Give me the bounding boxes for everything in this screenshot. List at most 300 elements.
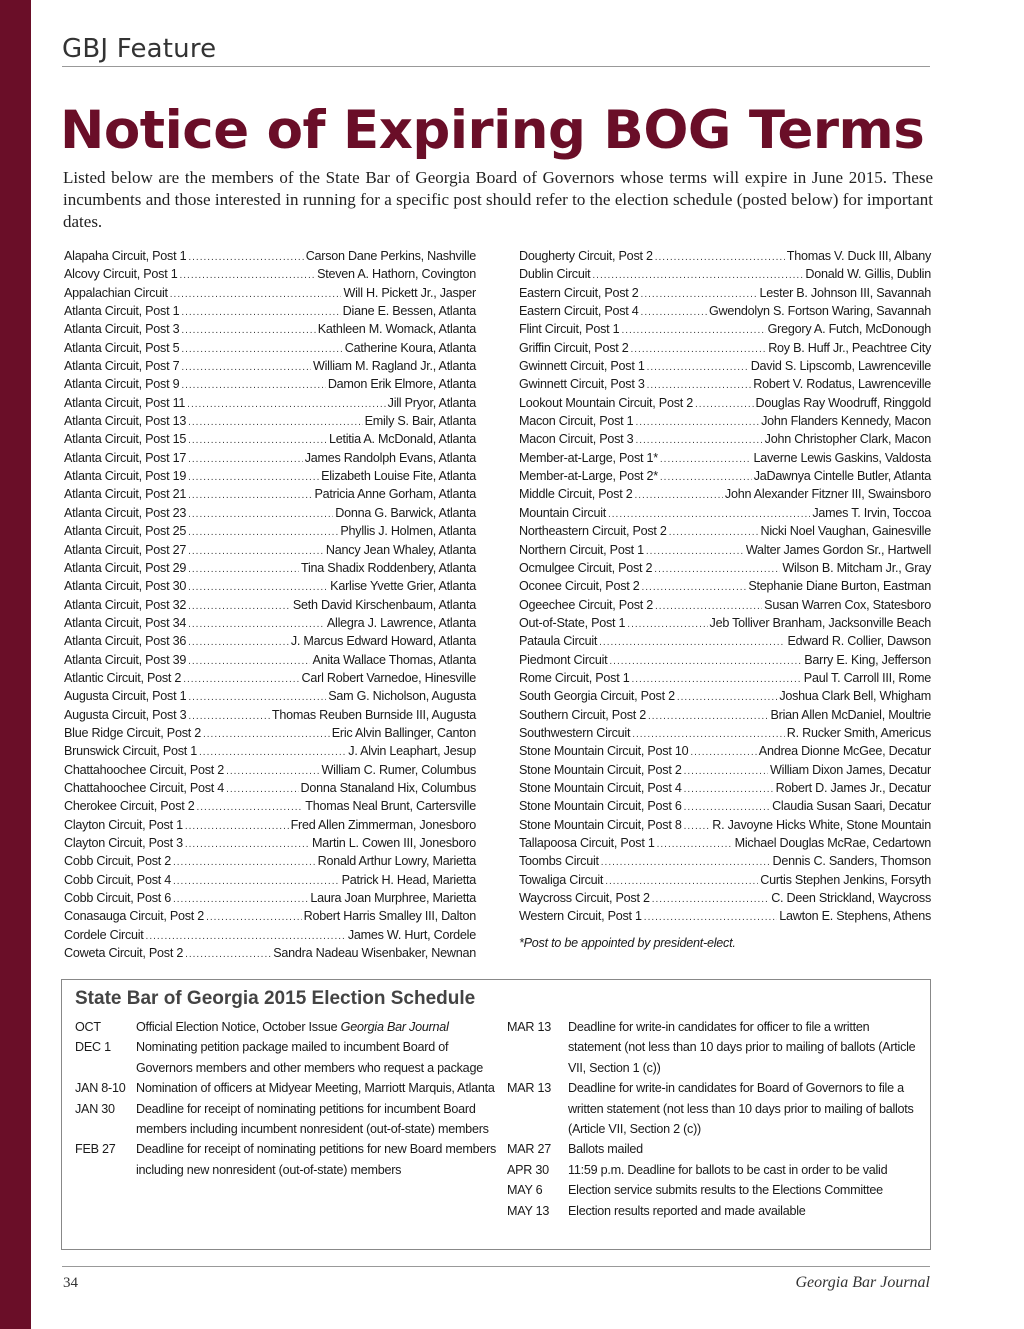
maroon-spine-bar [0,0,31,1329]
schedule-description: 11:59 p.m. Deadline for ballots to be cast in order to be valid [568,1162,888,1177]
schedule-row [507,1180,922,1200]
dot-leader [188,546,324,557]
member-name: Laura Joan Murphree, Marietta [310,891,476,906]
member-name: Patrick H. Head, Marietta [341,872,476,887]
bog-entry [64,341,476,359]
dot-leader [669,527,759,538]
dot-leader [226,766,319,777]
bog-entry [64,543,476,561]
bog-entry [519,451,931,469]
member-name: Edward R. Collier, Dawson [787,634,931,649]
member-name: Elizabeth Louise Fite, Atlanta [321,469,476,484]
bog-entry [519,616,931,634]
schedule-description: Ballots mailed [568,1142,643,1157]
member-name: J. Marcus Edward Howard, Atlanta [290,634,476,649]
circuit-post: Cherokee Circuit, Post 2 [64,799,195,814]
circuit-post: Dougherty Circuit, Post 2 [519,249,653,263]
bog-entry [64,359,476,377]
dot-leader [181,344,342,355]
member-name: Carson Dane Perkins, Nashville [305,249,476,263]
circuit-post: Chattahoochee Circuit, Post 4 [64,780,225,795]
member-name: Phyllis J. Holmen, Atlanta [340,524,476,539]
bog-entry [64,432,476,450]
member-name: Thomas Neal Brunt, Cartersville [305,799,476,814]
member-name: Seth David Kirschenbaum, Atlanta [292,597,476,612]
schedule-description [136,1099,500,1140]
member-name: Anita Wallace Thomas, Atlanta [312,652,476,667]
member-name: Stephanie Diane Burton, Eastman [748,579,931,594]
bog-entry [519,689,931,707]
circuit-post: Blue Ridge Circuit, Post 2 [64,725,201,740]
bog-entry [519,854,931,872]
bog-entry [519,836,931,854]
dot-leader [684,766,768,777]
dot-leader [188,454,303,465]
bog-entry [64,598,476,616]
bog-entry [519,873,931,891]
dot-leader [170,289,342,300]
footer-divider [62,1266,930,1267]
member-name: Jeb Tolliver Branham, Jacksonville Beach [709,615,931,630]
member-name: Claudia Susan Saari, Decatur [772,799,931,814]
schedule-row [75,1078,500,1098]
dot-leader [635,435,762,446]
bog-entry [519,469,931,487]
member-name: Letitia A. McDonald, Atlanta [328,432,476,447]
dot-leader [631,344,767,355]
member-name: Karlise Yvette Grier, Atlanta [330,579,476,594]
dot-leader [684,802,770,813]
circuit-post: Western Circuit, Post 1 [519,909,642,924]
schedule-description: Election service submits results to the Elections Committee [568,1183,883,1198]
bog-entry [64,744,476,762]
schedule-date: FEB 27 [75,1142,116,1157]
circuit-post: Atlanta Circuit, Post 36 [64,634,187,649]
dot-leader [146,931,346,942]
bog-entry [519,891,931,909]
dot-leader [644,912,777,923]
bog-entry [64,451,476,469]
bog-entry [519,341,931,359]
bog-entry [519,818,931,836]
circuit-post: Atlanta Circuit, Post 39 [64,652,187,667]
bog-entry [64,891,476,909]
bog-entry [64,836,476,854]
circuit-post: Atlanta Circuit, Post 7 [64,359,180,374]
member-name: John Christopher Clark, Macon [764,432,931,447]
bog-entry [64,249,476,267]
circuit-post: Atlanta Circuit, Post 3 [64,322,180,337]
circuit-post: Lookout Mountain Circuit, Post 2 [519,395,694,410]
bog-entry [64,286,476,304]
bog-entry [64,561,476,579]
member-name: Diane E. Bessen, Atlanta [342,304,476,319]
circuit-post: Southern Circuit, Post 2 [519,707,646,722]
member-name: William C. Rumer, Columbus [321,762,476,777]
circuit-post: Brunswick Circuit, Post 1 [64,744,198,759]
schedule-date: MAR 27 [507,1142,551,1157]
member-name: James W. Hurt, Cordele [347,927,476,942]
dot-leader [632,729,785,740]
schedule-text: Deadline for receipt of nominating petitions for new Board members including new nonresident (out-of-state) members [136,1142,497,1177]
dot-leader [188,564,299,575]
appointment-footnote: *Post to be appointed by president-elect. [519,936,736,950]
dot-leader [634,490,722,501]
schedule-row [75,1099,500,1140]
member-name: Susan Warren Cox, Statesboro [764,597,931,612]
bog-entry [64,469,476,487]
dot-leader [185,949,271,960]
member-name: Nancy Jean Whaley, Atlanta [325,542,476,557]
circuit-post: Griffin Circuit, Post 2 [519,340,629,355]
circuit-post: Atlanta Circuit, Post 1 [64,304,180,319]
dot-leader [654,564,780,575]
schedule-text: Deadline for receipt of nominating petitions for incumbent Board members including incumbent nonresident (out-of-state) members [136,1101,489,1137]
dot-leader [181,307,340,318]
member-name: Brian Allen McDaniel, Moultrie [770,707,931,722]
circuit-post: Atlanta Circuit, Post 15 [64,432,187,447]
bog-entry [519,799,931,817]
circuit-post: Conasauga Circuit, Post 2 [64,909,205,924]
member-name: Will H. Pickett Jr., Jasper [343,285,476,300]
page-title: Notice of Expiring BOG Terms [60,100,925,161]
dot-leader [601,857,771,868]
bog-entry [64,653,476,671]
circuit-post: Mountain Circuit [519,505,606,520]
bog-entry [519,487,931,505]
circuit-post: Toombs Circuit [519,854,599,869]
circuit-post: Appalachian Circuit [64,285,168,300]
schedule-date: JAN 30 [75,1101,115,1116]
circuit-post: Stone Mountain Circuit, Post 8 [519,817,682,832]
bog-entry [64,487,476,505]
bog-entry [519,359,931,377]
circuit-post: Atlanta Circuit, Post 11 [64,395,186,410]
circuit-post: Towaliga Circuit [519,872,604,887]
bog-entry [519,304,931,322]
circuit-post: Atlanta Circuit, Post 5 [64,340,180,355]
header-divider [62,66,930,67]
schedule-row [75,1037,500,1078]
member-name: Lawton E. Stephens, Athens [779,909,931,924]
dot-leader [188,656,310,667]
bog-entry [64,304,476,322]
member-name: R. Rucker Smith, Americus [786,725,931,740]
dot-leader [188,509,333,520]
member-name: Kathleen M. Womack, Atlanta [317,322,476,337]
circuit-post: Stone Mountain Circuit, Post 10 [519,744,689,759]
bog-entry [519,414,931,432]
schedule-row [507,1201,922,1221]
member-name: JaDawnya Cintelle Butler, Atlanta [753,469,931,484]
member-name: Douglas Ray Woodruff, Ringgold [755,395,931,410]
member-name: Laverne Lewis Gaskins, Valdosta [753,450,931,465]
dot-leader [677,692,777,703]
member-name: J. Alvin Leaphart, Jesup [348,744,476,759]
member-name: Fred Allen Zimmerman, Jonesboro [290,817,476,832]
circuit-post: Stone Mountain Circuit, Post 4 [519,780,682,795]
member-name: Walter James Gordon Sr., Hartwell [745,542,931,557]
member-name: William Dixon James, Decatur [770,762,931,777]
member-name: Robert D. James Jr., Decatur [775,780,931,795]
member-name: John Alexander Fitzner III, Swainsboro [724,487,931,502]
dot-leader [652,894,769,905]
bog-entry [64,946,476,964]
dot-leader [188,601,291,612]
bog-entry [519,598,931,616]
member-name: William M. Ragland Jr., Atlanta [312,359,476,374]
dot-leader [188,637,289,648]
circuit-post: Out-of-State, Post 1 [519,615,626,630]
schedule-text: Nomination of officers at Midyear Meeting, Marriott Marquis, Atlanta [136,1081,495,1096]
member-name: Donna Stanaland Hix, Columbus [300,780,476,795]
member-name: Gwendolyn S. Fortson Waring, Savannah [709,304,931,319]
dot-leader [183,674,299,685]
schedule-description [136,1078,500,1098]
circuit-post: Alcovy Circuit, Post 1 [64,267,178,282]
circuit-post: Dublin Circuit [519,267,591,282]
schedule-date: DEC 1 [75,1040,111,1055]
dot-leader [648,711,769,722]
bog-entry [64,267,476,285]
dot-leader [197,802,304,813]
dot-leader [684,821,711,832]
circuit-post: Middle Circuit, Post 2 [519,487,633,502]
dot-leader [187,399,385,410]
dot-leader [609,656,802,667]
member-name: Nicki Noel Vaughan, Gainesville [760,524,931,539]
schedule-column-left [75,1017,500,1180]
dot-leader [188,527,338,538]
bog-entry [519,726,931,744]
expiring-terms-list-right [519,249,931,928]
member-name: R. Javoyne Hicks White, Stone Mountain [712,817,931,832]
dot-leader [660,454,752,465]
circuit-post: Rome Circuit, Post 1 [519,670,630,685]
schedule-row [507,1078,922,1139]
bog-entry [519,653,931,671]
member-name: John Flanders Kennedy, Macon [761,414,931,429]
schedule-description: Election results reported and made available [568,1203,806,1218]
member-name: James T. Irvin, Toccoa [812,505,931,520]
bog-entry [64,928,476,946]
bog-entry [64,873,476,891]
dot-leader [188,472,319,483]
circuit-post: Atlanta Circuit, Post 23 [64,505,187,520]
schedule-description: Deadline for write-in candidates for Board of Governors to file a written statement (not less than 10 days prior to mailing of ballots (Article VII, Section 2 (c)) [568,1081,914,1137]
bog-entry [64,506,476,524]
schedule-date: MAY 13 [507,1203,550,1218]
dot-leader [188,582,328,593]
member-name: Donald W. Gillis, Dublin [805,267,931,282]
circuit-post: Atlanta Circuit, Post 25 [64,524,187,539]
circuit-post: Atlanta Circuit, Post 21 [64,487,187,502]
member-name: Lester B. Johnson III, Savannah [759,285,931,300]
member-name: Curtis Stephen Jenkins, Forsyth [760,872,931,887]
member-name: Robert V. Rodatus, Lawrenceville [753,377,931,392]
member-name: Gregory A. Futch, McDonough [767,322,931,337]
section-label: GBJ Feature [62,34,217,64]
member-name: Donna G. Barwick, Atlanta [335,505,476,520]
schedule-description [136,1139,500,1180]
bog-entry [64,818,476,836]
schedule-text: Official Election Notice, October Issue [136,1020,341,1034]
dot-leader [642,582,747,593]
member-name: Thomas V. Duck III, Albany [786,249,931,263]
dot-leader [635,417,759,428]
member-name: Steven A. Hathorn, Covington [317,267,476,282]
bog-entry [519,396,931,414]
member-name: Joshua Clark Bell, Whigham [779,689,931,704]
member-name: Dennis C. Sanders, Thomson [772,854,931,869]
dot-leader [188,252,303,263]
schedule-row [75,1017,500,1037]
circuit-post: Member-at-Large, Post 2* [519,469,658,484]
member-name: Sam G. Nicholson, Augusta [328,689,476,704]
bog-entry [519,432,931,450]
bog-entry [64,634,476,652]
circuit-post: Gwinnett Circuit, Post 3 [519,377,645,392]
schedule-description [136,1017,500,1037]
bog-entry [64,708,476,726]
publication-title: Georgia Bar Journal [340,1020,449,1034]
bog-entry [519,377,931,395]
bog-entry [64,377,476,395]
bog-entry [519,909,931,927]
dot-leader [173,857,316,868]
circuit-post: Southwestern Circuit [519,725,631,740]
circuit-post: Atlanta Circuit, Post 32 [64,597,187,612]
circuit-post: Pataula Circuit [519,634,598,649]
bog-entry [64,579,476,597]
circuit-post: Cordele Circuit [64,927,144,942]
expiring-terms-list-left [64,249,476,964]
circuit-post: Coweta Circuit, Post 2 [64,946,184,961]
dot-leader [647,380,752,391]
circuit-post: Atlanta Circuit, Post 30 [64,579,187,594]
circuit-post: Member-at-Large, Post 1* [519,450,658,465]
bog-entry [519,286,931,304]
election-schedule-box [61,979,931,1250]
schedule-date: MAR 13 [507,1020,551,1034]
dot-leader [660,472,752,483]
member-name: Barry E. King, Jefferson [804,652,931,667]
dot-leader [181,380,325,391]
dot-leader [641,289,758,300]
member-name: Eric Alvin Ballinger, Canton [331,725,476,740]
schedule-date: APR 30 [507,1162,549,1177]
schedule-title: State Bar of Georgia 2015 Election Schedule [75,988,476,1009]
circuit-post: Oconee Circuit, Post 2 [519,579,640,594]
bog-entry [64,414,476,432]
bog-entry [64,726,476,744]
schedule-row [75,1139,500,1180]
dot-leader [188,692,326,703]
dot-leader [641,307,707,318]
circuit-post: Stone Mountain Circuit, Post 6 [519,799,682,814]
circuit-post: Northern Circuit, Post 1 [519,542,644,557]
member-name: Robert Harris Smalley III, Dalton [303,909,476,924]
bog-entry [64,322,476,340]
bog-entry [519,708,931,726]
member-name: Ronald Arthur Lowry, Marietta [317,854,476,869]
circuit-post: Atlanta Circuit, Post 34 [64,615,187,630]
member-name: James Randolph Evans, Atlanta [304,450,476,465]
circuit-post: Cobb Circuit, Post 6 [64,891,171,906]
dot-leader [608,509,810,520]
circuit-post: Gwinnett Circuit, Post 1 [519,359,645,374]
journal-name: Georgia Bar Journal [795,1274,930,1291]
circuit-post: Clayton Circuit, Post 3 [64,836,183,850]
bog-entry [519,744,931,762]
circuit-post: South Georgia Circuit, Post 2 [519,689,675,704]
bog-entry [64,689,476,707]
schedule-description [136,1037,500,1078]
schedule-column-right [507,1017,922,1221]
bog-entry [519,634,931,652]
circuit-post: Piedmont Circuit [519,652,608,667]
bog-entry [519,322,931,340]
circuit-post: Northeastern Circuit, Post 2 [519,524,667,539]
dot-leader [203,729,330,740]
circuit-post: Atlanta Circuit, Post 9 [64,377,180,392]
member-name: David S. Lipscomb, Lawrenceville [750,359,931,374]
member-name: Allegra J. Lawrence, Atlanta [326,615,476,630]
member-name: C. Deen Strickland, Waycross [771,891,931,906]
circuit-post: Atlantic Circuit, Post 2 [64,670,182,685]
dot-leader [605,876,758,887]
member-name: Emily S. Bair, Atlanta [364,414,476,429]
bog-entry [519,543,931,561]
bog-entry [519,267,931,285]
circuit-post: Augusta Circuit, Post 1 [64,689,187,704]
member-name: Wilson B. Mitcham Jr., Gray [782,560,931,575]
bog-entry [64,396,476,414]
bog-entry [64,763,476,781]
circuit-post: Stone Mountain Circuit, Post 2 [519,762,682,777]
intro-paragraph: Listed below are the members of the State Bar of Georgia Board of Governors whose terms will expire in June 2015. These incumbents and those interested in running for a specific post should refer to the election schedule (posted below) for important dates. [63,168,933,231]
dot-leader [647,362,749,373]
schedule-text: Nominating petition package mailed to incumbent Board of Governors members and other members who request a package [136,1040,483,1075]
bog-entry [519,524,931,542]
dot-leader [631,674,801,685]
member-name: Patricia Anne Gorham, Atlanta [314,487,476,502]
bog-entry [519,506,931,524]
page-number: 34 [63,1275,78,1291]
circuit-post: Eastern Circuit, Post 4 [519,304,639,319]
circuit-post: Alapaha Circuit, Post 1 [64,249,187,263]
dot-leader [188,619,325,630]
dot-leader [179,270,315,281]
dot-leader [592,270,803,281]
bog-entry [519,763,931,781]
dot-leader [206,912,302,923]
circuit-post: Flint Circuit, Post 1 [519,322,620,337]
circuit-post: Ocmulgee Circuit, Post 2 [519,560,653,575]
schedule-row [507,1139,922,1159]
schedule-row [507,1017,922,1078]
circuit-post: Tallapoosa Circuit, Post 1 [519,836,655,850]
circuit-post: Atlanta Circuit, Post 19 [64,469,187,484]
bog-entry [519,579,931,597]
schedule-date: MAR 13 [507,1081,551,1096]
dot-leader [690,747,756,758]
dot-leader [226,784,298,795]
dot-leader [188,417,362,428]
member-name: Roy B. Huff Jr., Peachtree City [768,340,931,355]
schedule-date: JAN 8-10 [75,1081,126,1096]
bog-entry [519,671,931,689]
